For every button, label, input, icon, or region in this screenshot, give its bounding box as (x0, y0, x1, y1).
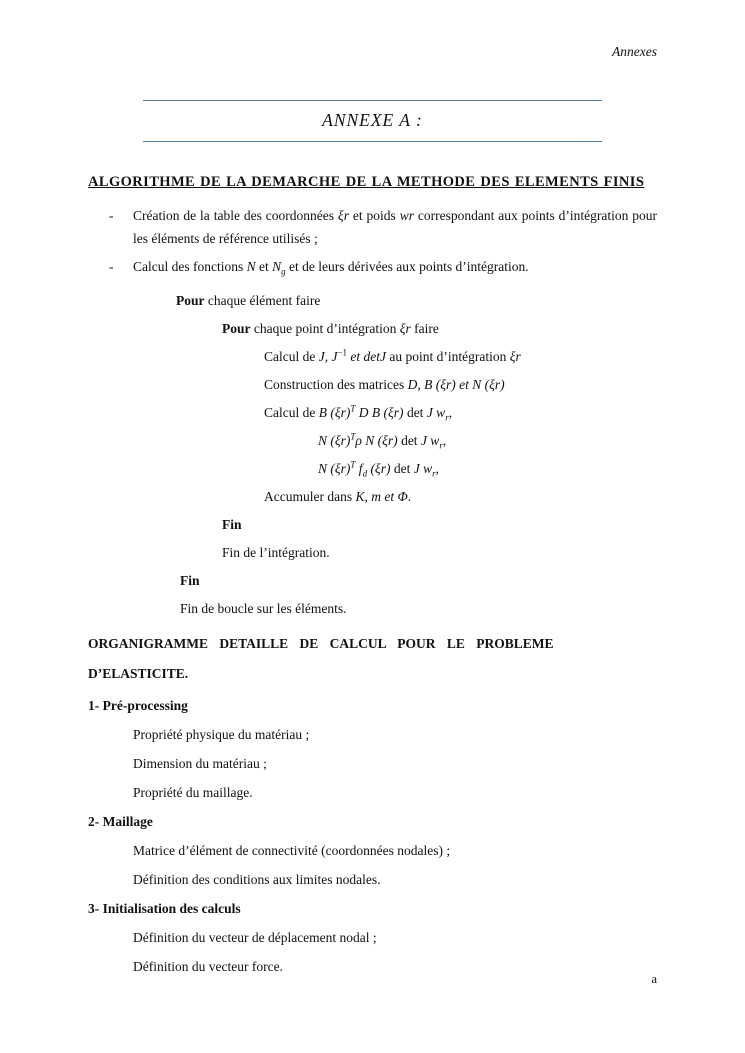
math-run: N (ξr) (318, 461, 351, 476)
algo-line-accumuler (264, 483, 657, 511)
bullet-dash: - (109, 259, 114, 274)
bullet-dash: - (109, 208, 114, 223)
section-item: Propriété physique du matériau ; (133, 727, 310, 742)
text-run: , (442, 433, 447, 448)
math-run: ξr (399, 321, 411, 336)
section-item: Définition du vecteur force. (133, 959, 283, 974)
heading-line: ORGANIGRAMME DETAILLE DE CALCUL POUR LE PROBLEME (88, 636, 554, 651)
text-run: Construction des matrices (264, 377, 408, 392)
section-title-initialisation: 3- Initialisation des calculs (88, 901, 241, 916)
math-run: J w (426, 405, 446, 420)
bullet-item-coordinates (88, 204, 657, 250)
keyword-fin: Fin (222, 517, 242, 532)
algo-line-fin-inner (222, 511, 657, 539)
text-run: . (407, 489, 412, 504)
main-content (88, 174, 657, 981)
keyword-pour: Pour (176, 293, 205, 308)
math-run: D, B (ξr) et N (ξr) (407, 377, 505, 392)
algo-line-pour-point (222, 315, 657, 343)
algo-line-ntf (318, 455, 657, 483)
header-annexes-label: Annexes (612, 44, 657, 59)
math-run: J w (420, 433, 440, 448)
text-run: det (390, 461, 414, 476)
text-run: Calcul des fonctions (133, 259, 247, 274)
text-run: , (435, 461, 439, 476)
math-run: N (ξr) (318, 433, 351, 448)
organigramme-heading (88, 629, 657, 689)
math-run: et detJ (347, 349, 387, 364)
text-run: Calcul de (264, 405, 319, 420)
math-subscript: d (362, 468, 368, 479)
text-run: chaque point d’intégration (250, 321, 400, 336)
text-run: , (448, 405, 453, 420)
text-run: Accumuler dans (264, 489, 356, 504)
algo-line-ntn-rho (318, 427, 657, 455)
algo-line-pour-element (176, 287, 657, 315)
heading-line: D’ELASTICITE. (88, 666, 189, 681)
math-superscript: T (350, 403, 356, 414)
text-run: et (255, 259, 273, 274)
algorithm-block (88, 287, 657, 623)
math-run: (ξr) (367, 461, 391, 476)
annex-title-block (143, 100, 602, 142)
section-item: Définition des conditions aux limites nodales. (133, 872, 381, 887)
page-number: a (651, 972, 657, 986)
keyword-fin: Fin (180, 573, 200, 588)
algo-line-calcul-bdb (264, 399, 657, 427)
text-run: faire (410, 321, 439, 336)
section-item: Matrice d’élément de connectivité (coordonnées nodales) ; (133, 843, 451, 858)
math-run: D B (ξr) (355, 405, 404, 420)
keyword-pour: Pour (222, 321, 251, 336)
math-run: wr (399, 208, 414, 223)
algo-line-construction-matrices (264, 371, 657, 399)
math-run: J, J (318, 349, 338, 364)
math-run: ξr (337, 208, 349, 223)
math-subscript: r (445, 412, 449, 423)
bullet-item-functions (88, 255, 657, 278)
algo-line-fin-integration (222, 539, 657, 567)
algo-line-fin-boucle (180, 595, 657, 623)
text-run: correspondant aux points d’intégration pour les éléments de référence utilisés ; (133, 208, 657, 246)
math-subscript: r (432, 468, 436, 479)
text-run: Fin de l’intégration. (222, 545, 330, 560)
text-run: det (403, 405, 427, 420)
algo-line-calcul-jacobien (264, 343, 657, 371)
section-title-preprocessing: 1- Pré-processing (88, 698, 188, 713)
math-run: f (355, 461, 363, 476)
math-superscript: −1 (337, 347, 348, 358)
math-run: K, m et Φ (355, 489, 408, 504)
math-run: J w (413, 461, 433, 476)
annex-title: ANNEXE A : (322, 110, 423, 130)
math-superscript: T (350, 431, 356, 442)
section-item: Définition du vecteur de déplacement nodal ; (133, 930, 377, 945)
section-title-maillage: 2- Maillage (88, 814, 153, 829)
math-subscript: g (281, 266, 286, 277)
text-run: chaque élément faire (204, 293, 321, 308)
algo-line-fin-outer (180, 567, 657, 595)
math-run: N (246, 259, 256, 274)
text-run: Création de la table des coordonnées (133, 208, 338, 223)
math-run: N (272, 259, 282, 274)
sections-block (88, 691, 657, 981)
math-run: ρ N (ξr) (355, 433, 398, 448)
section-item: Propriété du maillage. (133, 785, 253, 800)
math-run: B (ξr) (318, 405, 351, 420)
title-bottom-rule (143, 141, 602, 142)
section-item: Dimension du matériau ; (133, 756, 267, 771)
text-run: det (397, 433, 421, 448)
text-run: et poids (348, 208, 400, 223)
text-run: Fin de boucle sur les éléments. (180, 601, 347, 616)
text-run: au point d’intégration (386, 349, 510, 364)
text-run: et de leurs dérivées aux points d’intégration. (285, 259, 529, 274)
math-run: ξr (509, 349, 521, 364)
math-subscript: r (439, 440, 443, 451)
text-run: Calcul de (264, 349, 319, 364)
main-heading: ALGORITHME DE LA DEMARCHE DE LA METHODE DES ELEMENTS FINIS (88, 174, 645, 190)
math-superscript: T (350, 459, 356, 470)
